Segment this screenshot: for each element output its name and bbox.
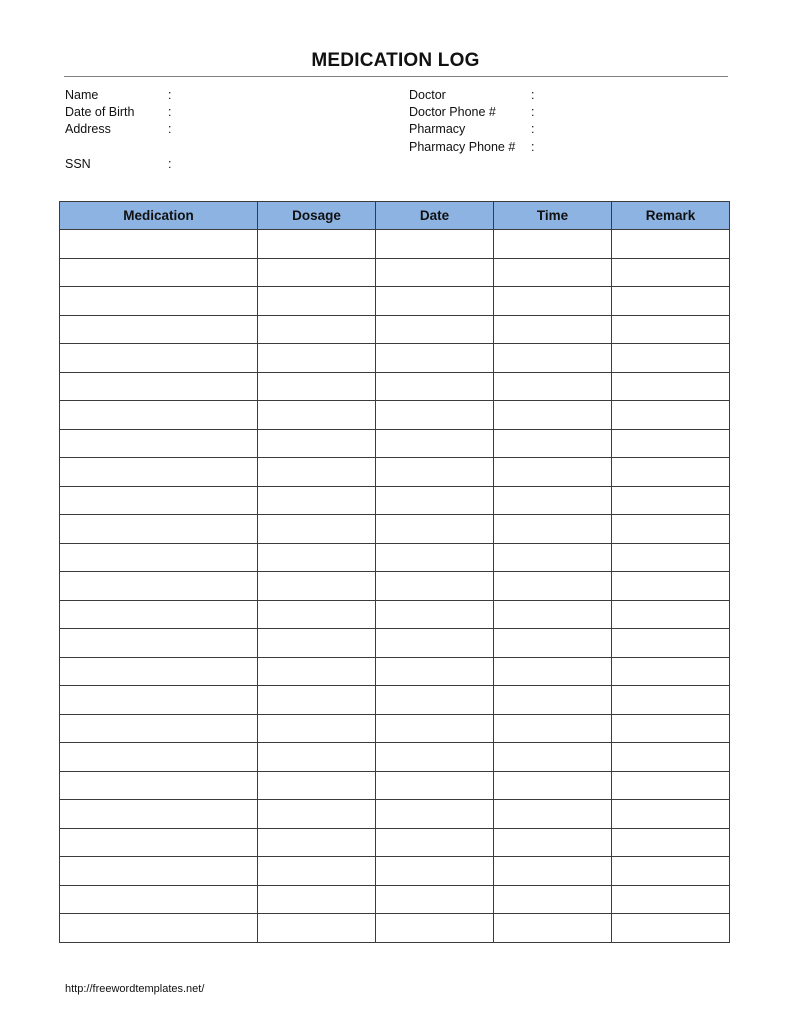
table-cell-time[interactable]: [494, 686, 612, 715]
table-cell-dosage[interactable]: [258, 914, 376, 943]
table-cell-remark[interactable]: [612, 600, 730, 629]
ssn-label: SSN: [65, 157, 91, 171]
table-cell-time[interactable]: [494, 629, 612, 658]
table-row: [60, 714, 730, 743]
table-row: [60, 230, 730, 259]
table-cell-medication[interactable]: [60, 743, 258, 772]
table-cell-time[interactable]: [494, 287, 612, 316]
table-cell-dosage[interactable]: [258, 800, 376, 829]
table-cell-time[interactable]: [494, 885, 612, 914]
table-row: [60, 429, 730, 458]
table-cell-dosage[interactable]: [258, 315, 376, 344]
table-cell-remark[interactable]: [612, 857, 730, 886]
table-cell-dosage[interactable]: [258, 287, 376, 316]
table-cell-medication[interactable]: [60, 828, 258, 857]
table-row: [60, 743, 730, 772]
table-cell-time[interactable]: [494, 800, 612, 829]
table-cell-time[interactable]: [494, 600, 612, 629]
table-cell-dosage[interactable]: [258, 543, 376, 572]
table-cell-medication[interactable]: [60, 543, 258, 572]
name-label: Name: [65, 88, 99, 102]
table-row: [60, 857, 730, 886]
table-cell-time[interactable]: [494, 572, 612, 601]
table-row: [60, 572, 730, 601]
table-cell-medication[interactable]: [60, 657, 258, 686]
table-body: [60, 230, 730, 943]
table-cell-time[interactable]: [494, 230, 612, 259]
table-cell-date[interactable]: [376, 714, 494, 743]
doctor-label: Doctor: [409, 88, 446, 102]
table-cell-dosage[interactable]: [258, 401, 376, 430]
table-cell-medication[interactable]: [60, 914, 258, 943]
table-cell-medication[interactable]: [60, 885, 258, 914]
table-cell-date[interactable]: [376, 486, 494, 515]
table-cell-time[interactable]: [494, 315, 612, 344]
table-cell-date[interactable]: [376, 885, 494, 914]
table-cell-date[interactable]: [376, 429, 494, 458]
date-of-birth-label: Date of Birth: [65, 105, 135, 119]
medication-log-table: [59, 201, 730, 943]
table-cell-remark[interactable]: [612, 572, 730, 601]
table-cell-time[interactable]: [494, 914, 612, 943]
table-cell-medication[interactable]: [60, 600, 258, 629]
table-cell-time[interactable]: [494, 771, 612, 800]
table-row: [60, 486, 730, 515]
table-cell-dosage[interactable]: [258, 258, 376, 287]
table-cell-time[interactable]: [494, 429, 612, 458]
pharmacy-colon: :: [531, 122, 535, 136]
table-cell-medication[interactable]: [60, 315, 258, 344]
table-cell-time[interactable]: [494, 486, 612, 515]
table-cell-time[interactable]: [494, 458, 612, 487]
table-cell-time[interactable]: [494, 372, 612, 401]
header-time: Time: [494, 202, 612, 230]
date-of-birth-colon: :: [168, 105, 172, 119]
table-cell-dosage[interactable]: [258, 600, 376, 629]
table-cell-remark[interactable]: [612, 885, 730, 914]
table-cell-time[interactable]: [494, 857, 612, 886]
table-cell-remark[interactable]: [612, 287, 730, 316]
table-cell-date[interactable]: [376, 572, 494, 601]
table-cell-date[interactable]: [376, 686, 494, 715]
table-cell-date[interactable]: [376, 315, 494, 344]
table-cell-medication[interactable]: [60, 572, 258, 601]
table-cell-dosage[interactable]: [258, 885, 376, 914]
table-cell-medication[interactable]: [60, 258, 258, 287]
table-cell-medication[interactable]: [60, 800, 258, 829]
table-cell-remark[interactable]: [612, 543, 730, 572]
table-cell-time[interactable]: [494, 657, 612, 686]
table-cell-medication[interactable]: [60, 714, 258, 743]
table-cell-date[interactable]: [376, 743, 494, 772]
table-cell-medication[interactable]: [60, 486, 258, 515]
table-cell-remark[interactable]: [612, 315, 730, 344]
address-colon: :: [168, 122, 172, 136]
ssn-colon: :: [168, 157, 172, 171]
pharmacy-phone-label: Pharmacy Phone #: [409, 140, 516, 154]
table-row: [60, 344, 730, 373]
table-cell-dosage[interactable]: [258, 629, 376, 658]
table-cell-medication[interactable]: [60, 372, 258, 401]
table-cell-dosage[interactable]: [258, 657, 376, 686]
table-cell-dosage[interactable]: [258, 572, 376, 601]
doctor-phone-colon: :: [531, 105, 535, 119]
table-cell-date[interactable]: [376, 828, 494, 857]
table-cell-medication[interactable]: [60, 771, 258, 800]
table-cell-date[interactable]: [376, 344, 494, 373]
table-row: [60, 800, 730, 829]
table-cell-date[interactable]: [376, 629, 494, 658]
header-dosage: Dosage: [258, 202, 376, 230]
table-cell-medication[interactable]: [60, 686, 258, 715]
table-cell-date[interactable]: [376, 401, 494, 430]
table-row: [60, 372, 730, 401]
footer-url: http://freewordtemplates.net/: [65, 983, 205, 995]
table-row: [60, 885, 730, 914]
title-divider: [64, 76, 728, 77]
table-cell-remark[interactable]: [612, 230, 730, 259]
address-label: Address: [65, 122, 111, 136]
table-cell-remark[interactable]: [612, 458, 730, 487]
table-cell-date[interactable]: [376, 600, 494, 629]
header-date: Date: [376, 202, 494, 230]
table-row: [60, 315, 730, 344]
table-cell-dosage[interactable]: [258, 372, 376, 401]
table-cell-remark[interactable]: [612, 686, 730, 715]
table-cell-dosage[interactable]: [258, 429, 376, 458]
table-cell-date[interactable]: [376, 543, 494, 572]
header-medication: Medication: [60, 202, 258, 230]
table-cell-remark[interactable]: [612, 401, 730, 430]
table-cell-dosage[interactable]: [258, 828, 376, 857]
table-cell-date[interactable]: [376, 458, 494, 487]
table-cell-medication[interactable]: [60, 230, 258, 259]
table-cell-dosage[interactable]: [258, 515, 376, 544]
table-cell-medication[interactable]: [60, 857, 258, 886]
table-row: [60, 828, 730, 857]
pharmacy-label: Pharmacy: [409, 122, 466, 136]
table-cell-remark[interactable]: [612, 515, 730, 544]
table-cell-dosage[interactable]: [258, 344, 376, 373]
table-row: [60, 401, 730, 430]
table-cell-date[interactable]: [376, 771, 494, 800]
table-row: [60, 543, 730, 572]
table-cell-remark[interactable]: [612, 914, 730, 943]
table-row: [60, 629, 730, 658]
table-cell-remark[interactable]: [612, 800, 730, 829]
table-cell-remark[interactable]: [612, 743, 730, 772]
table-cell-date[interactable]: [376, 287, 494, 316]
table-cell-time[interactable]: [494, 401, 612, 430]
table-cell-dosage[interactable]: [258, 857, 376, 886]
table-cell-time[interactable]: [494, 543, 612, 572]
table-header-row: [60, 202, 730, 230]
table-cell-remark[interactable]: [612, 629, 730, 658]
table-cell-remark[interactable]: [612, 714, 730, 743]
table-cell-date[interactable]: [376, 657, 494, 686]
table-row: [60, 458, 730, 487]
table-cell-medication[interactable]: [60, 515, 258, 544]
table-cell-medication[interactable]: [60, 429, 258, 458]
table-row: [60, 771, 730, 800]
doctor-phone-label: Doctor Phone #: [409, 105, 496, 119]
table-cell-remark[interactable]: [612, 771, 730, 800]
table-row: [60, 287, 730, 316]
table-cell-time[interactable]: [494, 344, 612, 373]
table-cell-remark[interactable]: [612, 429, 730, 458]
table-cell-remark[interactable]: [612, 486, 730, 515]
table-row: [60, 657, 730, 686]
table-cell-dosage[interactable]: [258, 686, 376, 715]
table-row: [60, 600, 730, 629]
doctor-colon: :: [531, 88, 535, 102]
table-cell-time[interactable]: [494, 515, 612, 544]
table-cell-remark[interactable]: [612, 657, 730, 686]
table-row: [60, 914, 730, 943]
table-cell-dosage[interactable]: [258, 771, 376, 800]
table-cell-dosage[interactable]: [258, 743, 376, 772]
table-row: [60, 686, 730, 715]
table-cell-medication[interactable]: [60, 629, 258, 658]
pharmacy-phone-colon: :: [531, 140, 535, 154]
table-cell-date[interactable]: [376, 914, 494, 943]
table-cell-time[interactable]: [494, 258, 612, 287]
table-cell-date[interactable]: [376, 515, 494, 544]
table-cell-date[interactable]: [376, 857, 494, 886]
document-title: MEDICATION LOG: [311, 50, 480, 71]
table-cell-dosage[interactable]: [258, 714, 376, 743]
table-cell-date[interactable]: [376, 800, 494, 829]
table-cell-time[interactable]: [494, 743, 612, 772]
table-cell-date[interactable]: [376, 372, 494, 401]
table-cell-dosage[interactable]: [258, 230, 376, 259]
table-cell-medication[interactable]: [60, 458, 258, 487]
header-remark: Remark: [612, 202, 730, 230]
table-cell-time[interactable]: [494, 714, 612, 743]
table-row: [60, 258, 730, 287]
table-cell-medication[interactable]: [60, 344, 258, 373]
table-row: [60, 515, 730, 544]
table-cell-medication[interactable]: [60, 287, 258, 316]
table-cell-medication[interactable]: [60, 401, 258, 430]
table-cell-dosage[interactable]: [258, 458, 376, 487]
table-cell-time[interactable]: [494, 828, 612, 857]
table-cell-date[interactable]: [376, 258, 494, 287]
table-cell-remark[interactable]: [612, 258, 730, 287]
table-cell-dosage[interactable]: [258, 486, 376, 515]
name-colon: :: [168, 88, 172, 102]
table-cell-date[interactable]: [376, 230, 494, 259]
table-cell-remark[interactable]: [612, 344, 730, 373]
table-cell-remark[interactable]: [612, 372, 730, 401]
table-cell-remark[interactable]: [612, 828, 730, 857]
